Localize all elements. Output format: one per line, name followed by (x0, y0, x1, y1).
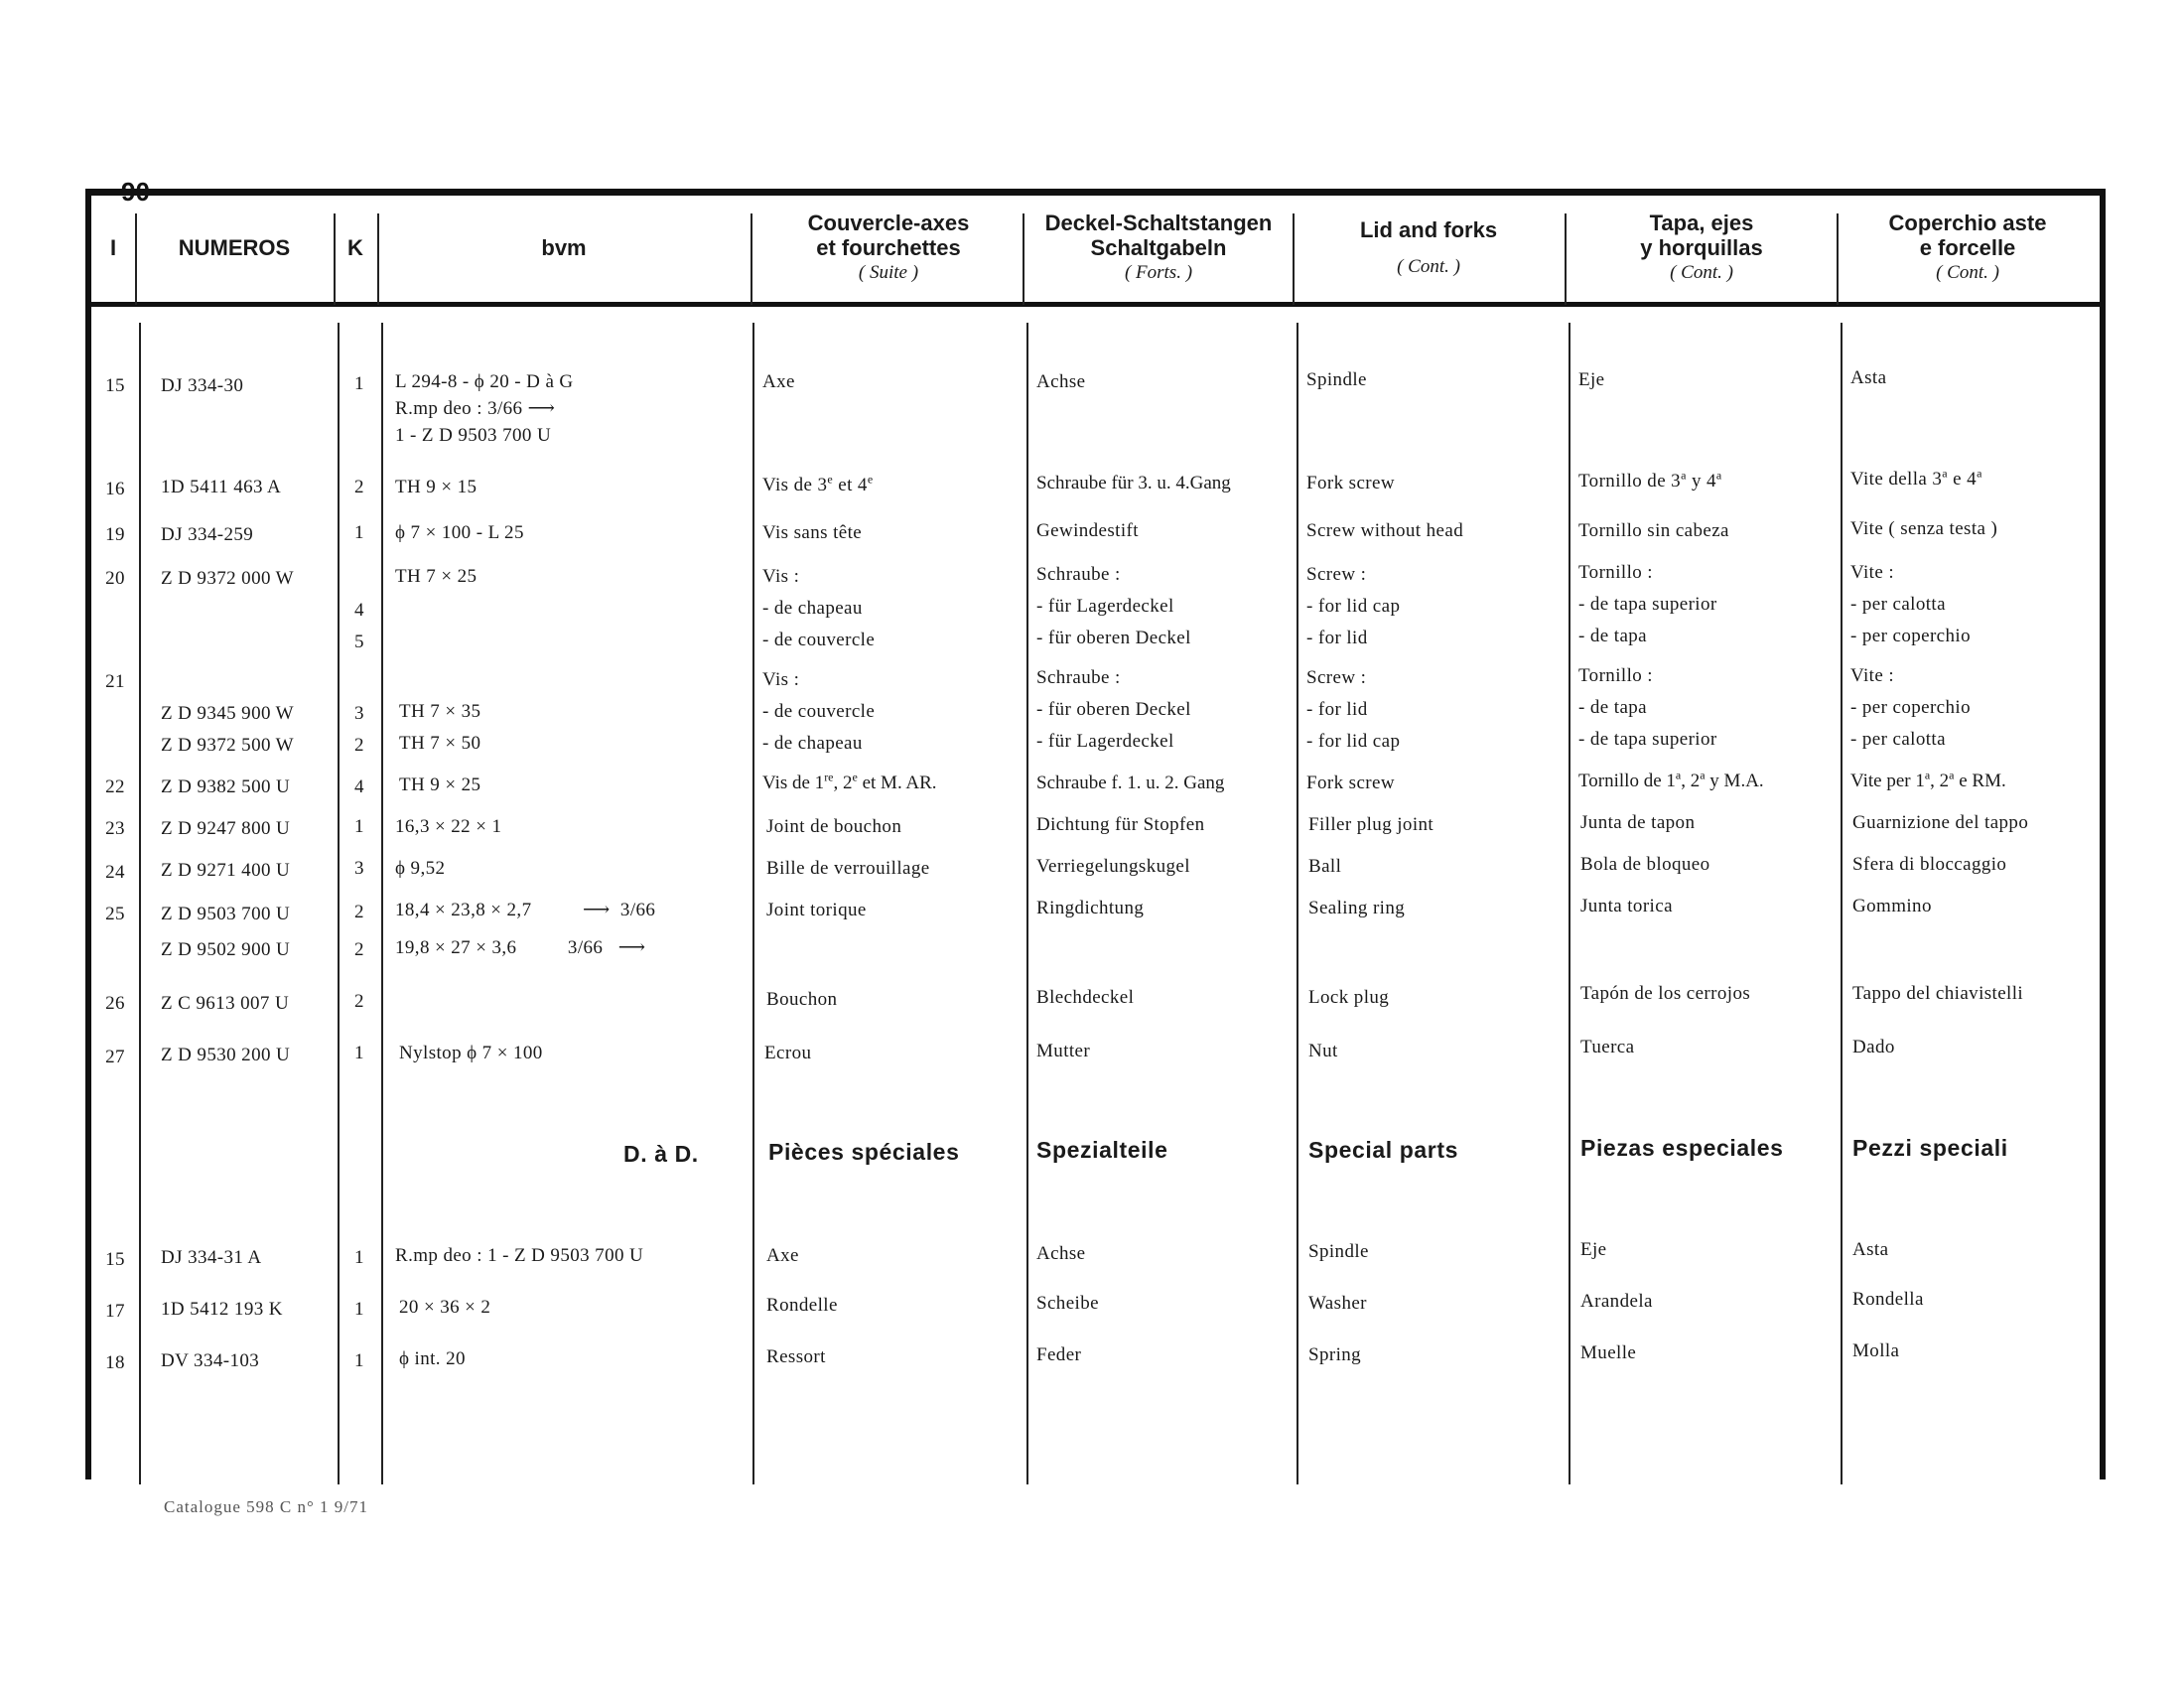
header-italian (1839, 196, 2097, 300)
bvm-spec: TH 7 × 35 (399, 701, 481, 722)
desc-fr: - de chapeau (762, 598, 863, 619)
special-parts-de: Spezialteile (1036, 1137, 1168, 1163)
superscript: a (1949, 768, 1955, 782)
desc-de: - für oberen Deckel (1036, 628, 1191, 648)
desc-de: Ringdichtung (1036, 898, 1145, 918)
desc-en: Filler plug joint (1308, 814, 1434, 835)
header-it-line1: Coperchio aste (1888, 211, 2047, 235)
header-de-line1: Deckel-Schaltstangen (1044, 211, 1273, 235)
column-divider (1026, 323, 1028, 1484)
part-number: 1D 5411 463 A (161, 477, 282, 497)
superscript: a (1675, 768, 1682, 782)
header-fr-sub: ( Suite ) (858, 262, 919, 283)
desc-en: Spindle (1308, 1241, 1369, 1262)
desc-es: Eje (1578, 369, 1605, 390)
quantity-k: 3 (354, 858, 364, 879)
row-index: 23 (105, 818, 125, 839)
row-index: 19 (105, 524, 125, 545)
part-number: Z D 9530 200 U (161, 1045, 291, 1065)
superscript: a (1977, 466, 1982, 481)
parts-table (85, 189, 2106, 1479)
header-fr-line2: et fourchettes (816, 235, 961, 260)
superscript: e (867, 472, 874, 487)
header-es-line2: y horquillas (1640, 235, 1763, 260)
quantity-k: 3 (354, 703, 364, 724)
quantity-k: 4 (354, 600, 364, 621)
quantity-k: 1 (354, 1350, 364, 1371)
special-parts-es: Piezas especiales (1580, 1135, 1784, 1161)
desc-en: - for lid cap (1306, 731, 1401, 752)
desc-de: Gewindestift (1036, 520, 1139, 541)
desc-de: Schraube f. 1. u. 2. Gang (1036, 773, 1225, 793)
desc-fr: Axe (762, 371, 795, 392)
desc-de: Verriegelungskugel (1036, 856, 1190, 877)
desc-en: Fork screw (1306, 473, 1395, 493)
desc-en: Screw : (1306, 667, 1367, 688)
desc-en: Spindle (1306, 369, 1367, 390)
desc-en: Fork screw (1306, 773, 1395, 793)
desc-de: Schraube für 3. u. 4.Gang (1036, 473, 1231, 493)
desc-en: Washer (1308, 1293, 1367, 1314)
superscript: a (1700, 768, 1706, 782)
part-number: DV 334-103 (161, 1350, 260, 1371)
header-divider (377, 213, 379, 305)
row-index: 16 (105, 479, 125, 499)
desc-de: Mutter (1036, 1041, 1091, 1061)
part-number: DJ 334-31 A (161, 1247, 262, 1268)
desc-fr-text: Vis de 1 (762, 773, 825, 793)
bvm-spec: ϕ 7 × 100 - L 25 (395, 522, 524, 543)
desc-es: Junta de tapon (1580, 812, 1696, 833)
desc-it: Rondella (1852, 1289, 1924, 1310)
desc-it: Molla (1852, 1340, 1900, 1361)
special-parts-dd: D. à D. (623, 1141, 699, 1167)
superscript: e (852, 770, 858, 784)
column-divider (1569, 323, 1570, 1484)
part-number: DJ 334-30 (161, 375, 244, 396)
desc-en: - for lid cap (1306, 596, 1401, 617)
bvm-spec: L 294-8 - ϕ 20 - D à G (395, 371, 574, 392)
desc-it: - per coperchio (1850, 626, 1971, 646)
header-divider (334, 213, 336, 305)
header-english (1295, 196, 1563, 300)
desc-fr: Joint de bouchon (766, 816, 902, 837)
desc-it: - per calotta (1850, 594, 1946, 615)
quantity-k: 1 (354, 816, 364, 837)
desc-it (1850, 768, 2006, 794)
desc-de: Schraube : (1036, 667, 1121, 688)
desc-en: Spring (1308, 1344, 1362, 1365)
desc-es: - de tapa superior (1578, 729, 1717, 750)
special-parts-fr: Pièces spéciales (768, 1139, 960, 1165)
special-parts-en: Special parts (1308, 1137, 1458, 1163)
desc-es-text: y 4 (1686, 471, 1716, 492)
header-index: I (109, 235, 117, 260)
desc-fr (762, 770, 937, 796)
row-index: 25 (105, 904, 125, 924)
bvm-spec: TH 9 × 15 (395, 477, 478, 497)
desc-en: Screw without head (1306, 520, 1464, 541)
desc-it: Vite : (1850, 665, 1894, 686)
desc-it: Asta (1852, 1239, 1889, 1260)
header-divider (135, 213, 137, 305)
desc-fr: Vis : (762, 669, 800, 690)
header-es-sub: ( Cont. ) (1670, 262, 1733, 283)
column-divider (381, 323, 383, 1484)
desc-es-text: y M.A. (1705, 771, 1764, 791)
desc-fr: Ecrou (764, 1043, 812, 1063)
desc-es: Junta torica (1580, 896, 1673, 916)
header-divider (1293, 213, 1295, 305)
bvm-spec: TH 7 × 50 (399, 733, 481, 754)
desc-es: Tapón de los cerrojos (1580, 983, 1751, 1004)
part-number: Z D 9372 500 W (161, 735, 295, 756)
header-divider (1837, 213, 1839, 305)
bvm-spec: ϕ int. 20 (399, 1348, 466, 1369)
superscript: a (1942, 466, 1949, 481)
desc-it: Dado (1852, 1037, 1895, 1057)
catalogue-footer: Catalogue 598 C n° 1 9/71 (164, 1497, 369, 1516)
quantity-k: 2 (354, 991, 364, 1012)
quantity-k: 1 (354, 373, 364, 394)
part-number: Z D 9247 800 U (161, 818, 291, 839)
row-index: 22 (105, 776, 125, 797)
desc-en: - for lid (1306, 699, 1368, 720)
desc-de: Feder (1036, 1344, 1082, 1365)
header-divider (751, 213, 752, 305)
desc-es: Tornillo sin cabeza (1578, 520, 1729, 541)
header-divider (1023, 213, 1024, 305)
bvm-spec: R.mp deo : 1 - Z D 9503 700 U (395, 1245, 644, 1266)
desc-es: Bola de bloqueo (1580, 854, 1710, 875)
quantity-k: 2 (354, 939, 364, 960)
desc-de: - für oberen Deckel (1036, 699, 1191, 720)
bvm-spec: 20 × 36 × 2 (399, 1297, 491, 1318)
quantity-k: 4 (354, 776, 364, 797)
desc-it-text: , 2 (1930, 771, 1950, 791)
desc-es: Tornillo : (1578, 562, 1653, 583)
header-it-line2: e forcelle (1919, 235, 2016, 260)
quantity-k: 2 (354, 902, 364, 922)
superscript: re (824, 770, 834, 784)
desc-es: Eje (1580, 1239, 1607, 1260)
quantity-k: 1 (354, 522, 364, 543)
desc-es (1578, 468, 1722, 494)
desc-es-text: Tornillo de 1 (1578, 771, 1676, 791)
desc-es: - de tapa (1578, 626, 1648, 646)
row-index: 17 (105, 1301, 125, 1322)
desc-en: Lock plug (1308, 987, 1390, 1008)
bvm-spec: TH 7 × 25 (395, 566, 478, 587)
desc-it-text: Vite per 1 (1850, 771, 1925, 791)
desc-es-text: , 2 (1681, 771, 1701, 791)
column-divider (1841, 323, 1843, 1484)
desc-de: - für Lagerdeckel (1036, 596, 1174, 617)
quantity-k: 1 (354, 1043, 364, 1063)
desc-de: Achse (1036, 371, 1086, 392)
desc-fr-text: et 4 (833, 475, 868, 495)
header-es-line1: Tapa, ejes (1649, 211, 1754, 235)
desc-fr: Vis sans tête (762, 522, 863, 543)
desc-fr (762, 472, 874, 498)
quantity-k: 2 (354, 477, 364, 497)
quantity-k: 1 (354, 1299, 364, 1320)
desc-it: Asta (1850, 367, 1887, 388)
desc-de: Blechdeckel (1036, 987, 1135, 1008)
column-divider (752, 323, 754, 1484)
desc-it: Gommino (1852, 896, 1932, 916)
part-number: Z C 9613 007 U (161, 993, 290, 1014)
desc-es-text: Tornillo de 3 (1578, 471, 1682, 492)
row-index: 18 (105, 1352, 125, 1373)
bvm-spec: Nylstop ϕ 7 × 100 (399, 1043, 543, 1063)
header-en-line1: Lid and forks (1359, 216, 1498, 242)
column-divider (139, 323, 141, 1484)
desc-es: - de tapa (1578, 697, 1648, 718)
desc-fr: - de couvercle (762, 701, 876, 722)
bvm-spec: R.mp deo : 3/66 ⟶ (395, 398, 556, 419)
row-index: 15 (105, 1249, 125, 1270)
part-number: 1D 5412 193 K (161, 1299, 283, 1320)
page-number: 90 (121, 177, 150, 207)
desc-fr: Rondelle (766, 1295, 838, 1316)
header-spanish (1567, 196, 1837, 300)
header-fr-line1: Couvercle-axes (807, 211, 970, 235)
desc-de: Scheibe (1036, 1293, 1099, 1314)
bvm-spec: 1 - Z D 9503 700 U (395, 425, 552, 446)
table-header (91, 196, 2100, 307)
desc-fr: Vis : (762, 566, 800, 587)
bvm-spec: 19,8 × 27 × 3,6 3/66 ⟶ (395, 937, 646, 958)
part-number: Z D 9372 000 W (161, 568, 295, 589)
header-de-sub: ( Forts. ) (1124, 262, 1193, 283)
desc-it: - per coperchio (1850, 697, 1971, 718)
header-bvm: bvm (541, 235, 587, 260)
desc-en: Nut (1308, 1041, 1338, 1061)
row-index: 15 (105, 375, 125, 396)
quantity-k: 5 (354, 632, 364, 652)
part-number: Z D 9503 700 U (161, 904, 291, 924)
desc-fr-text: et M. AR. (857, 773, 937, 793)
desc-fr: Ressort (766, 1346, 826, 1367)
desc-it: Guarnizione del tappo (1852, 812, 2029, 833)
quantity-k: 1 (354, 1247, 364, 1268)
desc-it-text: Vite della 3 (1850, 469, 1943, 490)
desc-fr-text: Vis de 3 (762, 475, 828, 495)
desc-it (1850, 466, 1982, 492)
desc-it: Sfera di bloccaggio (1852, 854, 2007, 875)
desc-fr: Joint torique (766, 900, 867, 920)
desc-fr: - de couvercle (762, 630, 876, 650)
desc-de: Schraube : (1036, 564, 1121, 585)
header-it-sub: ( Cont. ) (1936, 262, 1999, 283)
desc-it: Vite ( senza testa ) (1850, 518, 1998, 539)
quantity-k: 2 (354, 735, 364, 756)
part-number: Z D 9345 900 W (161, 703, 295, 724)
desc-it-text: e RM. (1954, 771, 2006, 791)
desc-it: - per calotta (1850, 729, 1946, 750)
header-french (754, 196, 1023, 300)
superscript: a (1924, 768, 1931, 782)
desc-en: - for lid (1306, 628, 1368, 648)
desc-es: Tornillo : (1578, 665, 1653, 686)
bvm-spec: 16,3 × 22 × 1 (395, 816, 502, 837)
superscript: a (1681, 468, 1687, 483)
desc-es: Arandela (1580, 1291, 1653, 1312)
part-number: Z D 9382 500 U (161, 776, 291, 797)
bvm-spec: 18,4 × 23,8 × 2,7 ⟶ 3/66 (395, 900, 656, 920)
header-en-sub: ( Cont. ) (1397, 255, 1460, 277)
row-index: 27 (105, 1047, 125, 1067)
desc-fr-text: , 2 (833, 773, 853, 793)
desc-de: - für Lagerdeckel (1036, 731, 1174, 752)
desc-it-text: e 4 (1948, 469, 1978, 490)
bvm-spec: TH 9 × 25 (399, 774, 481, 795)
desc-en: Ball (1308, 856, 1342, 877)
row-index: 24 (105, 862, 125, 883)
header-german (1024, 196, 1293, 300)
desc-en: Screw : (1306, 564, 1367, 585)
bvm-spec: ϕ 9,52 (395, 858, 446, 879)
desc-en: Sealing ring (1308, 898, 1406, 918)
superscript: e (827, 472, 834, 487)
desc-es: Muelle (1580, 1342, 1637, 1363)
desc-fr: Bille de verrouillage (766, 858, 930, 879)
part-number: DJ 334-259 (161, 524, 254, 545)
superscript: a (1715, 468, 1722, 483)
desc-de: Dichtung für Stopfen (1036, 814, 1205, 835)
desc-fr: Axe (766, 1245, 799, 1266)
row-index: 20 (105, 568, 125, 589)
row-index: 26 (105, 993, 125, 1014)
desc-it: Vite : (1850, 562, 1894, 583)
part-number: Z D 9271 400 U (161, 860, 291, 881)
desc-it: Tappo del chiavistelli (1852, 983, 2024, 1004)
header-de-line2: Schaltgabeln (1090, 235, 1227, 260)
desc-es (1578, 768, 1764, 794)
desc-fr: Bouchon (766, 989, 838, 1010)
part-number: Z D 9502 900 U (161, 939, 291, 960)
header-numeros: NUMEROS (178, 235, 291, 260)
header-divider (1565, 213, 1567, 305)
desc-es: - de tapa superior (1578, 594, 1717, 615)
desc-de: Achse (1036, 1243, 1086, 1264)
row-index: 21 (105, 671, 125, 692)
column-divider (1297, 323, 1298, 1484)
special-parts-it: Pezzi speciali (1852, 1135, 2008, 1161)
header-k: K (347, 235, 363, 260)
desc-es: Tuerca (1580, 1037, 1635, 1057)
desc-fr: - de chapeau (762, 733, 863, 754)
